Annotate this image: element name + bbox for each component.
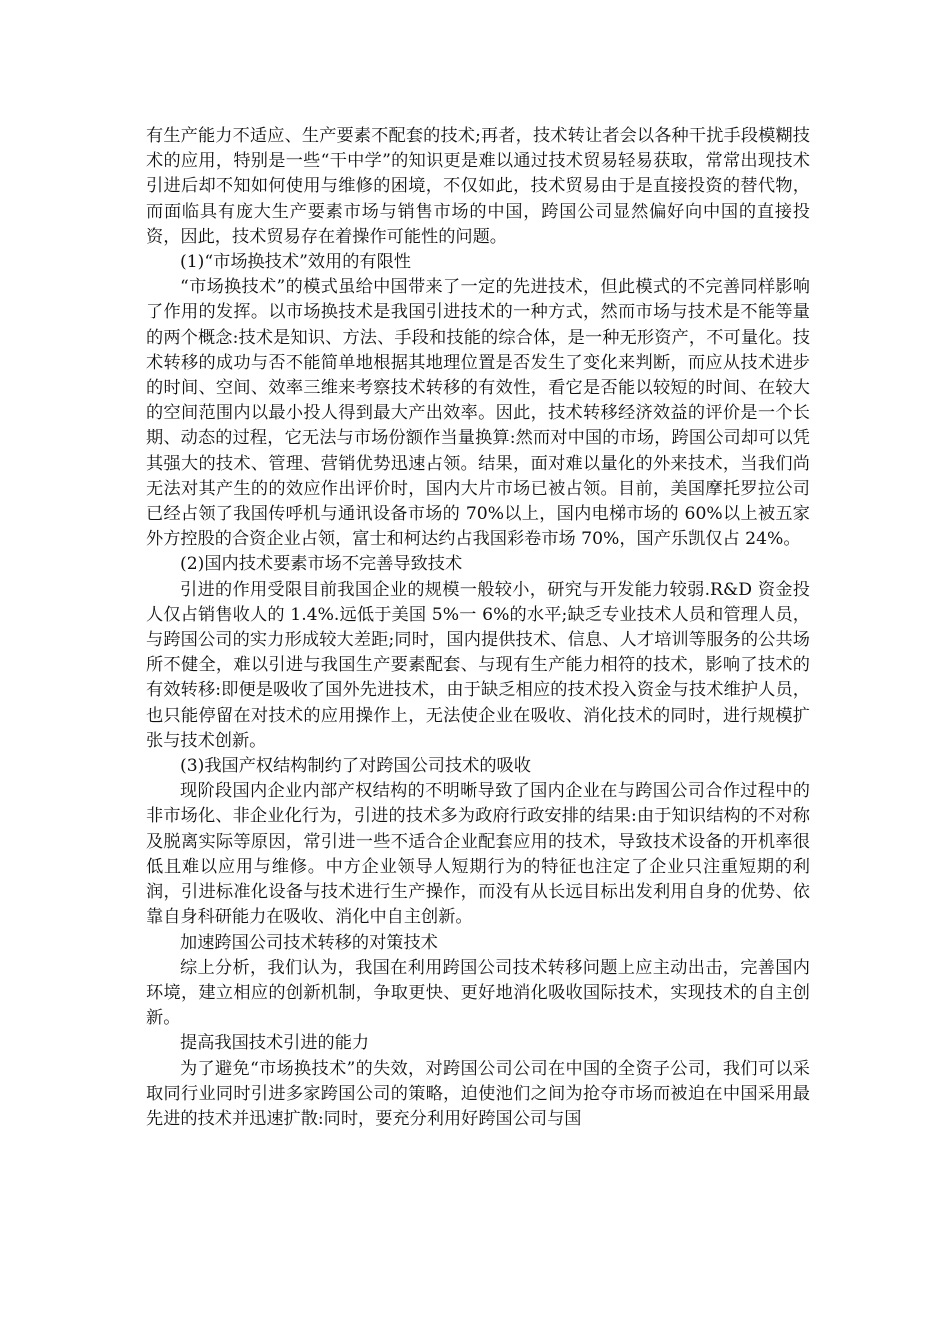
body-paragraph: 引进的作用受限目前我国企业的规模一般较小，研究与开发能力较弱.R&D 资金投人仅占销售收人的 1.4%.远低于美国 5%一 6%的水平;缺乏专业技术人员和管理人员，与跨国公司的实力形成较大差距;同时，国内提供技术、信息、人才培训等服务的公共场所不健全，难以引进与我国生产要素配套、与现有生产能力相符的技术，影响了技术的有效转移:即便是吸收了国外先进技术，由于缺乏相应的技术投入资金与技术维护人员，也只能停留在对技术的应用操作上，无法使企业在吸收、消化技术的同时，进行规模扩张与技术创新。 [146,579,810,751]
section-heading: 加速跨国公司技术转移的对策技术 [180,932,438,953]
section-heading: (3)我国产权结构制约了对跨国公司技术的吸收 [180,756,531,777]
body-paragraph: 综上分析，我们认为，我国在利用跨国公司技术转移问题上应主动出击，完善国内环境，建立相应的创新机制，争取更快、更好地消化吸收国际技术，实现技术的自主创新。 [146,957,810,1029]
document-page [146,124,810,1132]
body-paragraph: 现阶段国内企业内部产权结构的不明晰导致了国内企业在与跨国公司合作过程中的非市场化、非企业化行为，引进的技术多为政府行政安排的结果:由于知识结构的不对称及脱离实际等原因，常引进一些不适合企业配套应用的技术，导致技术设备的开机率很低且难以应用与维修。中方企业领导人短期行为的特征也注定了企业只注重短期的利润，引进标准化设备与技术进行生产操作，而没有从长远目标出发利用自身的优势、依靠自身科研能力在吸收、消化中自主创新。 [146,781,810,928]
section-heading: 提高我国技术引进的能力 [180,1033,370,1054]
body-paragraph: 为了避免“市场换技术”的失效，对跨国公司公司在中国的全资子公司，我们可以采取同行业同时引进多家跨国公司的策略，迫使池们之间为抢夺市场而被迫在中国采用最先进的技术并迅速扩散:同时，要充分利用好跨国公司与国 [146,1058,810,1129]
body-paragraph: 有生产能力不适应、生产要素不配套的技术;再者，技术转让者会以各种干扰手段模糊技术的应用，特别是一些“干中学”的知识更是难以通过技术贸易轻易获取，常常出现技术引进后却不知如何使用与维修的困境，不仅如此，技术贸易由于是直接投资的替代物，而面临具有庞大生产要素市场与销售市场的中国，跨国公司显然偏好向中国的直接投资，因此，技术贸易存在着操作可能性的问题。 [146,126,810,247]
section-heading: (1)“市场换技术”效用的有限性 [180,252,411,273]
section-heading: (2)国内技术要素市场不完善导致技术 [180,554,463,575]
body-paragraph: “市场换技术”的模式虽给中国带来了一定的先进技术，但此模式的不完善同样影响了作用的发挥。以市场换技术是我国引进技术的一种方式，然而市场与技术是不能等量的两个概念:技术是知识、方法、手段和技能的综合体，是一种无形资产，不可量化。技术转移的成功与否不能简单地根据其地理位置是否发生了变化来判断，而应从技术进步的时间、空间、效率三维来考察技术转移的有效性，看它是否能以较短的时间、在较大的空间范围内以最小投人得到最大产出效率。因此，技术转移经济效益的评价是一个长期、动态的过程，它无法与市场份额作当量换算:然而对中国的市场，跨国公司却可以凭其强大的技术、管理、营销优势迅速占领。结果，面对难以量化的外来技术，当我们尚无法对其产生的的效应作出评价时，国内大片市场已被占领。目前，美国摩托罗拉公司已经占领了我国传呼机与通讯设备市场的 70%以上，国内电梯市场的 60%以上被五家外方控股的合资企业占领，富士和柯达约占我国彩卷市场 70%，国产乐凯仅占 24%。 [146,277,810,550]
